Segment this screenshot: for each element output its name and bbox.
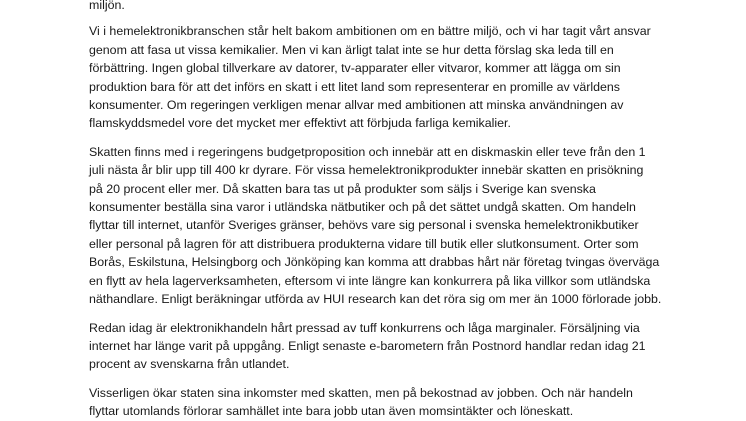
text-line: Visserligen ökar staten sina inkomster med skatten, men på bekostnad av jobben. Och när handeln [89, 385, 633, 400]
text-line: eller personal på lagren för att distribuera produkterna vidare till butik eller slutkonsument. Orter som [89, 236, 639, 251]
text-line: produktion bara för att det införs en skatt i ett litet land som representerar en promille av världens [89, 79, 621, 94]
text-line: juli nästa år blir upp till 400 kr dyrare. För vissa hemelektronikprodukter innebär skatten en prisökning [89, 163, 644, 178]
text-line: Redan idag är elektronikhandeln hårt pressad av tuff konkurrens och låga marginaler. Försäljning via [89, 320, 640, 335]
text-line: flyttar till internet, utanför Sveriges gränser, behövs vare sig personal i svenska hemelektronikbutiker [89, 218, 639, 233]
paragraph-fragment [89, 0, 729, 14]
paragraph-environment-ambition [89, 22, 729, 132]
text-line: på 20 procent eller mer. Då skatten bara tas ut på produkter som säljs i Sverige kan svenska [89, 181, 596, 196]
text-line: procent av svenskarna från utlandet. [89, 357, 290, 372]
text-line: genom att fasa ut vissa kemikalier. Men vi kan ärligt talat inte se hur detta förslag ska leda till en [89, 42, 614, 57]
text-line: förbättring. Ingen global tillverkare av datorer, tv-apparater eller vitvaror, kommer att lägga om sin [89, 61, 621, 76]
text-line: miljön. [89, 0, 125, 12]
text-line: internet har länge varit på uppgång. Enligt senaste e-barometern från Postnord handlar redan idag 21 [89, 338, 646, 353]
text-line: Skatten finns med i regeringens budgetproposition och innebär att en diskmaskin eller teve från den 1 [89, 144, 646, 159]
text-line: Borås, Eskilstuna, Helsingborg och Jönköping kan komma att drabbas hårt när företag tvingas överväga [89, 255, 660, 270]
text-line: flamskyddsmedel vore det mycket mer effektivt att förbjuda farliga kemikalier. [89, 116, 511, 131]
text-line: Vi i hemelektronikbranschen står helt bakom ambitionen om en bättre miljö, och vi har tagit vårt ansvar [89, 24, 651, 39]
text-line: konsumenter. Om regeringen verkligen menar allvar med ambitionen att minska användningen av [89, 98, 624, 113]
text-line: konsumenter beställa sina varor i utländska nätbutiker och på det sättet undgå skatten. Om handeln [89, 200, 636, 215]
document-page [89, 0, 729, 421]
text-line: flyttar utomlands förlorar samhället inte bara jobb utan även momsintäkter och löneskatt. [89, 404, 574, 419]
paragraph-tax-budget [89, 143, 729, 309]
paragraph-electronics-trade [89, 319, 729, 374]
text-line: en flytt av hela lagerverksamheten, eftersom vi inte längre kan konkurrera på lika villkor som utländska [89, 273, 651, 288]
text-line: näthandlare. Enligt beräkningar utförda av HUI research kan det röra sig om mer än 1000 förlorade jobb. [89, 292, 662, 307]
paragraph-state-income [89, 384, 729, 421]
